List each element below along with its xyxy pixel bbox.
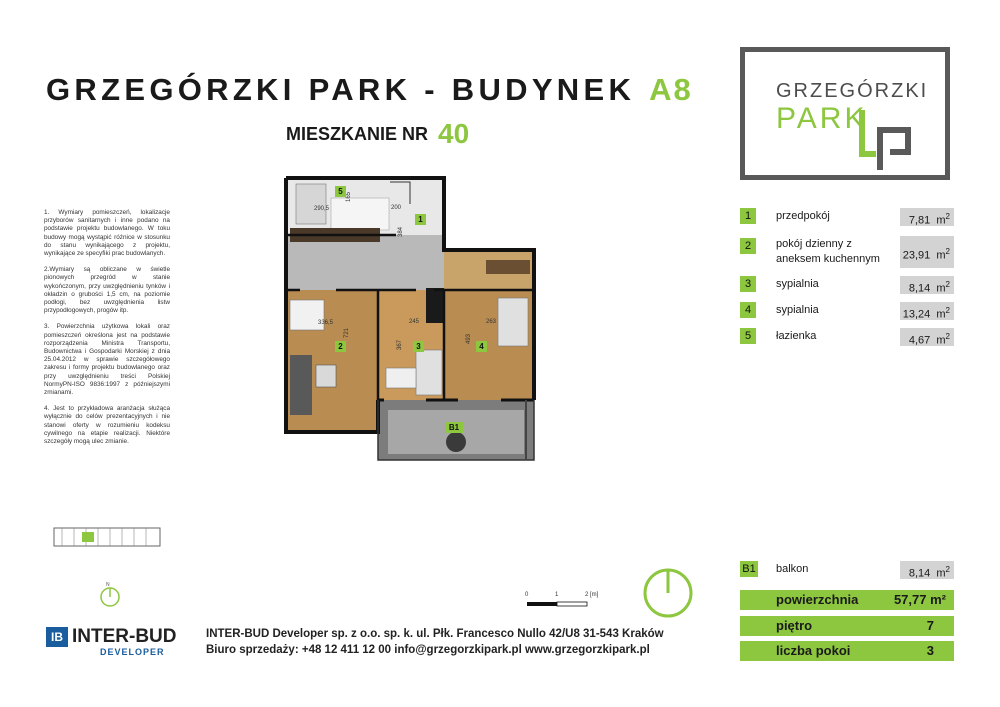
room-name: sypialnia: [776, 304, 819, 316]
apartment-number: 40: [438, 118, 470, 149]
room-row: [740, 302, 954, 322]
plan-tag-5: 5: [335, 186, 346, 197]
plan-tag-3: 3: [413, 341, 424, 352]
dim-label: 721: [344, 327, 351, 339]
scale-label-2: 2 [m]: [585, 592, 599, 598]
developer-sub: DEVELOPER: [100, 647, 165, 657]
scale-label-0: 0: [525, 592, 529, 598]
balcony-area: 8,14 $m^2$: [900, 561, 954, 579]
dim-label: 200: [391, 205, 402, 211]
page-subtitle: [286, 118, 469, 150]
dim-label: 165: [346, 191, 353, 203]
room-row: [740, 328, 954, 348]
note-3: 3. Powierzchnia użytkowa lokali oraz pomieszczeń określona jest na podstawie rozporządzenia Ministra Transportu, Budownictwa i Gospodarki Morskiej z dnia 25.04.2012 w sprawie szczegółowego zakresu i formy projektu budowlanego oraz przy uwzględnieniu treści Polskiej NormyPN-ISO 9836:1997 z późniejszymi zmianami.: [44, 323, 170, 397]
plan-tag-4: 4: [476, 341, 487, 352]
summary-rooms-label: liczba pokoi: [776, 643, 851, 658]
plan-tag-b1: B1: [445, 422, 463, 433]
dim-label: 493: [466, 333, 473, 345]
subtitle-label: MIESZKANIE NR: [286, 124, 429, 144]
dim-label: 263: [486, 319, 497, 325]
logo-text-line2: PARK: [776, 102, 868, 135]
room-area: 13,24 $m^2$: [900, 302, 954, 320]
svg-text:N: N: [106, 582, 110, 588]
room-name: przedpokój: [776, 210, 830, 222]
room-name: pokój dzienny z aneksem kuchennym: [776, 238, 880, 265]
floor-plan: [276, 170, 546, 465]
dim-label: 384: [398, 226, 405, 238]
notes-panel: [44, 209, 170, 454]
summary-area: [740, 590, 954, 610]
compass-small-icon: [98, 580, 122, 608]
room-number: 3: [740, 276, 756, 292]
developer-name: INTER-BUD: [72, 626, 177, 647]
dim-label: 336,5: [318, 320, 334, 326]
compass-icon: [642, 567, 694, 619]
room-area: 4,67 $m^2$: [900, 328, 954, 346]
room-area: 23,91 $m^2$: [900, 236, 954, 268]
footer-address: INTER-BUD Developer sp. z o.o. sp. k. ul. Płk. Francesco Nullo 42/U8 31-543 Kraków: [206, 628, 664, 640]
summary-area-value: 57,77 m²: [893, 592, 946, 607]
room-number: 2: [740, 238, 756, 254]
dim-label: 367: [397, 339, 404, 351]
room-name: sypialnia: [776, 278, 819, 290]
developer-badge: IB: [46, 627, 68, 647]
building-keyplan: [52, 522, 162, 552]
summary-area-label: powierzchnia: [776, 592, 859, 607]
room-area: 7,81 $m^2$: [900, 208, 954, 226]
logo-text-line1: GRZEGÓRZKI: [776, 80, 929, 102]
dim-label: 245: [409, 319, 420, 325]
summary-rooms: [740, 641, 954, 661]
summary-floor-label: piętro: [776, 618, 813, 633]
balcony-name: balkon: [776, 563, 809, 575]
room-number: 5: [740, 328, 756, 344]
title-main: GRZEGÓRZKI PARK - BUDYNEK: [46, 72, 636, 107]
logo-mark-icon: [858, 108, 920, 178]
page-title: [46, 72, 693, 108]
footer-contact: Biuro sprzedaży: +48 12 411 12 00 info@grzegorzkipark.pl www.grzegorzkipark.pl: [206, 644, 650, 656]
room-area: 8,14 $m^2$: [900, 276, 954, 294]
scale-bar: [525, 600, 595, 610]
room-row: [740, 208, 954, 228]
room-number: 4: [740, 302, 756, 318]
plan-tag-1: 1: [415, 214, 426, 225]
plan-tag-2: 2: [335, 341, 346, 352]
summary-floor-value: 7: [926, 618, 934, 633]
title-building: A8: [649, 72, 693, 107]
balcony-row: [740, 561, 954, 581]
summary-floor: [740, 616, 954, 636]
room-number: 1: [740, 208, 756, 224]
balcony-number: B1: [740, 561, 758, 577]
note-2: 2.Wymiary są obliczane w świetle pionowych przegród w stanie wykończonym, przy uwzględnieniu tynków i okładzin o grubości 1,5 cm, na poziomie podłogi, bez uwzględnienia listw przypodłogowych, progów itp.: [44, 266, 170, 315]
room-row: [740, 236, 954, 270]
room-name: łazienka: [776, 330, 817, 342]
dim-label: 290,5: [314, 206, 330, 212]
summary-rooms-value: 3: [926, 643, 934, 658]
room-row: [740, 276, 954, 296]
note-4: 4. Jest to przykładowa aranżacja służąca wyłącznie do celów prezentacyjnych i nie stanowi oferty w rozumieniu kodeksu cywilnego na etapie realizacji. Niektóre szczegóły mogą ulec zmianie.: [44, 405, 170, 446]
note-1: 1. Wymiary pomieszczeń, lokalizacje przyborów sanitarnych i inne podano na podstawie projektu budowlanego. W toku budowy mogą wystąpić różnice w stosunku do stanu wynikającego z projektu, wynikające ze specyfiki prac budowlanych.: [44, 209, 170, 258]
scale-label-1: 1: [555, 592, 559, 598]
